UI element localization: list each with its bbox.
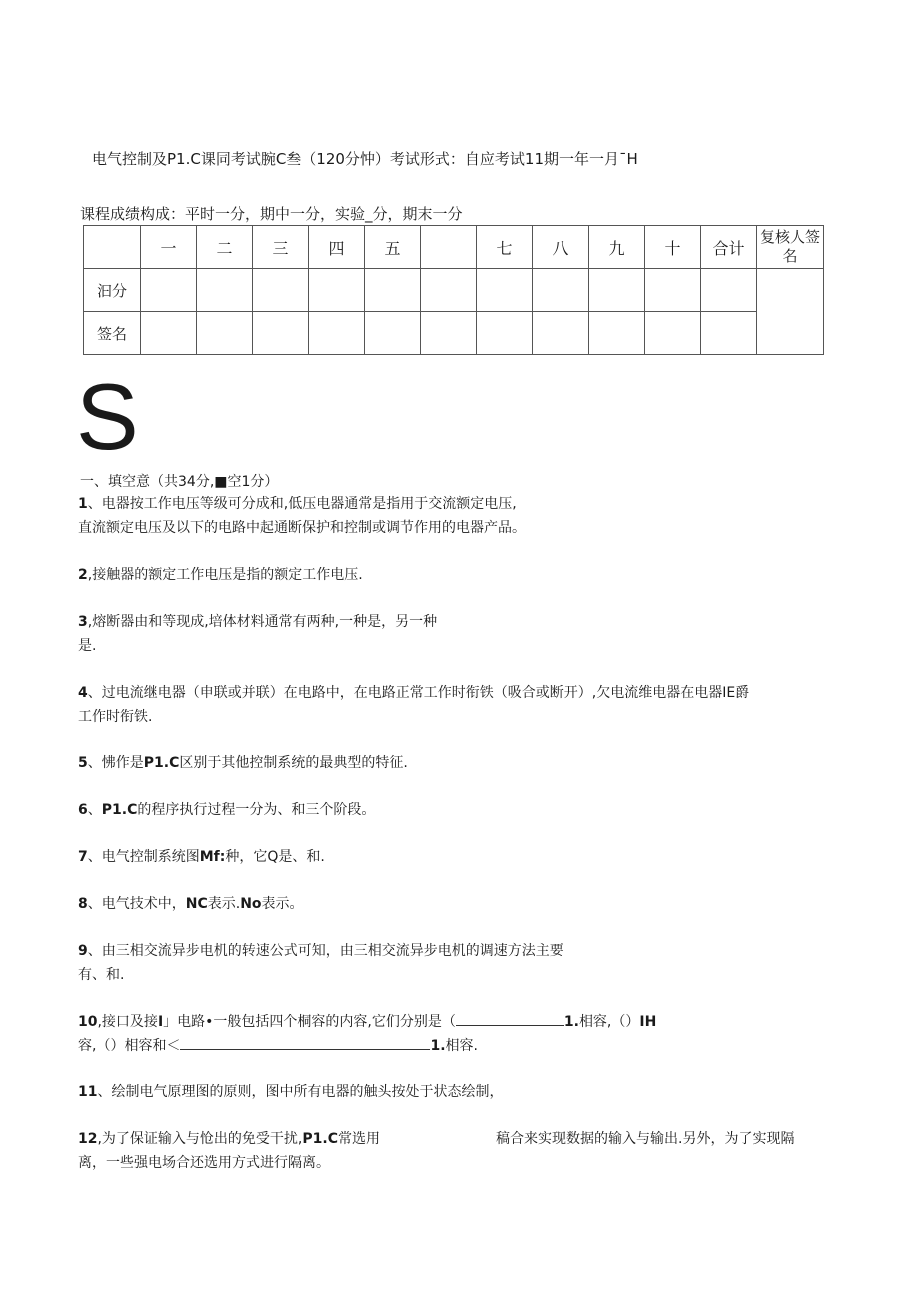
question-text: 种，它Q是、和. bbox=[225, 849, 325, 865]
header-cell: 九 bbox=[589, 226, 645, 269]
question-text: 、怫作是 bbox=[87, 755, 144, 771]
answer-blank[interactable] bbox=[456, 1013, 564, 1026]
question-text: ,接口及接 bbox=[97, 1014, 158, 1030]
question-text-bold: NC bbox=[185, 896, 208, 912]
question-3-line-1 bbox=[78, 611, 437, 634]
question-text-bold: P1.C bbox=[143, 755, 180, 771]
header-cell bbox=[421, 226, 477, 269]
header-cell: 五 bbox=[365, 226, 421, 269]
question-text: 常选用 bbox=[338, 1131, 380, 1147]
answer-blank[interactable] bbox=[180, 1037, 430, 1050]
signature-cell[interactable] bbox=[477, 312, 533, 355]
question-number: 10 bbox=[78, 1014, 98, 1030]
question-number: 5 bbox=[78, 755, 88, 771]
question-text: 相容,（） bbox=[578, 1014, 640, 1030]
question-4-line-2 bbox=[78, 706, 152, 729]
question-10-line-2 bbox=[78, 1035, 478, 1058]
signature-row bbox=[84, 312, 824, 355]
score-row-label: 汩分 bbox=[84, 269, 141, 312]
review-signature-header: 复核人签名 bbox=[757, 226, 824, 269]
question-text: 表示。 bbox=[261, 896, 304, 912]
signature-cell[interactable] bbox=[645, 312, 701, 355]
score-total-cell[interactable] bbox=[701, 269, 757, 312]
question-number: 9 bbox=[78, 943, 88, 959]
score-cell[interactable] bbox=[645, 269, 701, 312]
question-number: 3 bbox=[78, 614, 88, 630]
question-2-line-1 bbox=[78, 564, 363, 587]
review-signature-cell[interactable] bbox=[757, 269, 824, 355]
question-text: 容,（）相容和＜ bbox=[78, 1038, 181, 1054]
signature-cell[interactable] bbox=[197, 312, 253, 355]
score-table-header-row bbox=[84, 226, 824, 269]
header-cell: 七 bbox=[477, 226, 533, 269]
exam-header-line: 电气控制及P1.C课同考试腕C叁（120分忡）考试形式：自应考试11期一年一月¯H bbox=[92, 150, 638, 168]
signature-cell[interactable] bbox=[141, 312, 197, 355]
question-text: ,为了保证输入与怆出的免受干扰, bbox=[97, 1131, 303, 1147]
question-text-bold: No bbox=[240, 896, 262, 912]
question-text-bold: Mf: bbox=[199, 849, 226, 865]
table-corner-cell bbox=[84, 226, 141, 269]
question-1-line-1 bbox=[78, 493, 517, 516]
question-text: 、电器按工作电压等级可分成和,低压电器通常是指用于交流额定电压, bbox=[87, 496, 517, 512]
question-text: 稿合来实现数据的输入与输出.另外，为了实现隔 bbox=[496, 1131, 795, 1147]
question-text: 、 bbox=[87, 802, 102, 818]
question-7-line-1 bbox=[78, 846, 325, 869]
question-text: 、电气控制系统图 bbox=[87, 849, 200, 865]
question-number: 8 bbox=[78, 896, 88, 912]
score-cell[interactable] bbox=[309, 269, 365, 312]
signature-cell[interactable] bbox=[365, 312, 421, 355]
question-text: 离，一些强电场合还选用方式进行隔离。 bbox=[78, 1155, 330, 1171]
signature-row-label: 签名 bbox=[84, 312, 141, 355]
score-cell[interactable] bbox=[589, 269, 645, 312]
question-text: 、过电流继电器（申联或并联）在电路中，在电路正常工作时衔铁（吸合或断开）,欠电流维电器在电器IE爵 bbox=[87, 685, 750, 701]
question-number: 2 bbox=[78, 567, 88, 583]
score-cell[interactable] bbox=[141, 269, 197, 312]
question-9-line-2 bbox=[78, 964, 124, 987]
header-cell: 合计 bbox=[701, 226, 757, 269]
signature-cell[interactable] bbox=[589, 312, 645, 355]
score-cell[interactable] bbox=[253, 269, 309, 312]
question-12-line-1a bbox=[78, 1128, 380, 1151]
question-9-line-1 bbox=[78, 940, 564, 963]
header-cell: 十 bbox=[645, 226, 701, 269]
question-text-bold: IH bbox=[639, 1014, 657, 1030]
question-text: 表示. bbox=[207, 896, 241, 912]
large-letter-s: S bbox=[76, 364, 139, 469]
question-text: 区别于其他控制系统的最典型的特征. bbox=[179, 755, 408, 771]
header-cell: 一 bbox=[141, 226, 197, 269]
question-text: 有、和. bbox=[78, 967, 125, 983]
question-number: 7 bbox=[78, 849, 88, 865]
question-number: 4 bbox=[78, 685, 88, 701]
question-text: 工作时衔铁. bbox=[78, 709, 153, 725]
question-12-line-2 bbox=[78, 1152, 330, 1175]
question-text: 是. bbox=[78, 638, 97, 654]
grade-composition-line: 课程成绩构成：平时一分，期中一分，实验_分，期末一分 bbox=[80, 205, 463, 223]
question-3-line-2 bbox=[78, 635, 96, 658]
question-text: ,接触器的额定工作电压是指的额定工作电压. bbox=[87, 567, 363, 583]
question-number: 1 bbox=[78, 496, 88, 512]
signature-cell[interactable] bbox=[309, 312, 365, 355]
question-12-line-1b bbox=[496, 1128, 794, 1151]
question-text-bold: 1. bbox=[430, 1038, 446, 1054]
signature-cell[interactable] bbox=[253, 312, 309, 355]
question-number: 12 bbox=[78, 1131, 98, 1147]
question-number: 6 bbox=[78, 802, 88, 818]
question-text: 相容. bbox=[445, 1038, 478, 1054]
question-text-bold: P1.C bbox=[101, 802, 138, 818]
score-row bbox=[84, 269, 824, 312]
question-6-line-1 bbox=[78, 799, 375, 822]
score-cell[interactable] bbox=[477, 269, 533, 312]
question-text: 、电气技术中， bbox=[87, 896, 186, 912]
question-text: 、绘制电气原理图的原则，图中所有电器的触头按处于状态绘制， bbox=[97, 1084, 504, 1100]
question-1-line-2 bbox=[78, 517, 526, 540]
question-text-bold: P1.C bbox=[302, 1131, 338, 1147]
score-cell[interactable] bbox=[197, 269, 253, 312]
question-10-line-1 bbox=[78, 1011, 656, 1034]
section-title-fill-in: 一、填空意（共34分,■空1分） bbox=[80, 474, 279, 490]
header-cell: 四 bbox=[309, 226, 365, 269]
score-table bbox=[83, 225, 824, 355]
question-8-line-1 bbox=[78, 893, 304, 916]
signature-total-cell[interactable] bbox=[701, 312, 757, 355]
header-cell: 二 bbox=[197, 226, 253, 269]
question-text: 、由三相交流异步电机的转速公式可知，由三相交流异步电机的调速方法主要 bbox=[87, 943, 564, 959]
question-number: 11 bbox=[78, 1084, 98, 1100]
question-text: 的程序执行过程一分为、和三个阶段。 bbox=[137, 802, 376, 818]
question-text: 直流额定电压及以下的电路中起通断保护和控制或调节作用的电器产品。 bbox=[78, 520, 526, 536]
signature-cell[interactable] bbox=[421, 312, 477, 355]
question-4-line-1 bbox=[78, 682, 749, 705]
header-cell: 三 bbox=[253, 226, 309, 269]
score-cell[interactable] bbox=[365, 269, 421, 312]
question-5-line-1 bbox=[78, 752, 408, 775]
header-cell: 八 bbox=[533, 226, 589, 269]
question-text-bold: 1. bbox=[563, 1014, 579, 1030]
question-text: 」电路•一般包括四个桐容的内容,它们分别是（ bbox=[163, 1014, 456, 1030]
signature-cell[interactable] bbox=[533, 312, 589, 355]
question-text-bold: I bbox=[157, 1014, 164, 1030]
score-cell[interactable] bbox=[421, 269, 477, 312]
question-text: ,熔断器由和等现成,培体材料通常有两种,一种是，另一种 bbox=[87, 614, 438, 630]
score-cell[interactable] bbox=[533, 269, 589, 312]
question-11-line-1 bbox=[78, 1081, 503, 1104]
